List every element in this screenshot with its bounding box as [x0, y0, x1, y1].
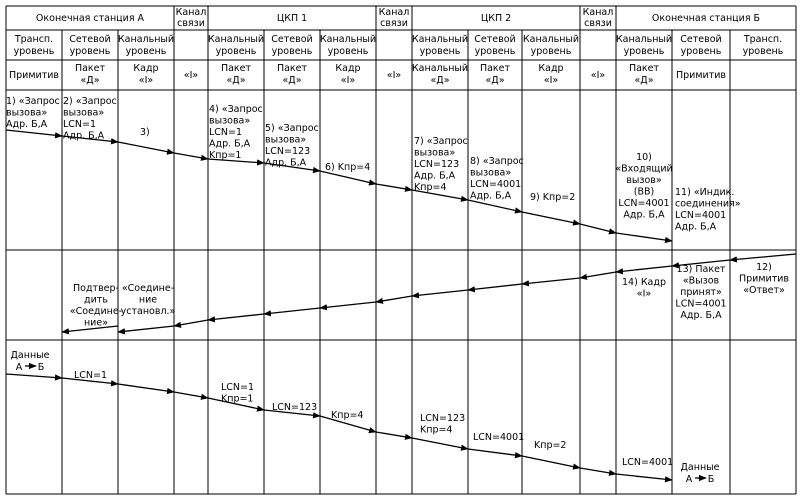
group-header-link2-line: связи [380, 18, 408, 29]
setup-label-line: Адр. Б,А [675, 221, 717, 233]
setup-label-line: Адр. Б,А [623, 209, 665, 221]
accept-label-line: Примитив [739, 273, 789, 285]
data-arrow [412, 438, 468, 449]
accept-label-line: принят» [680, 287, 722, 298]
data-label [331, 410, 363, 421]
level-header-line: Канальный [615, 34, 673, 45]
setup-label-line: LCN=123 [265, 146, 311, 157]
group-header-ckp1: ЦКП 1 [276, 13, 308, 24]
unit-header-line: «I» [590, 70, 606, 81]
setup-label-line: LCN=4001 [675, 210, 727, 221]
unit-header [591, 70, 606, 81]
unit-header [538, 63, 563, 86]
data-label-line: Данные [680, 462, 720, 473]
setup-label [615, 152, 672, 221]
unit-header-line: Канальный [411, 63, 469, 74]
setup-label-line: Адр. Б,А [470, 190, 512, 202]
unit-header-line: «Д» [226, 75, 246, 86]
setup-label-line: 2) «Запрос [63, 96, 117, 107]
setup-label-line: LCN=1 [209, 127, 243, 138]
setup-arrow [376, 184, 412, 190]
setup-arrow [468, 200, 522, 212]
group-header-link3-line: связи [584, 18, 612, 29]
level-header [743, 34, 784, 57]
setup-label-line: вызов» [626, 175, 662, 186]
data-label-line: Kпр=1 [221, 393, 254, 405]
accept-label [121, 283, 176, 317]
data-arrow [616, 474, 672, 480]
accept-label-line: установл.» [120, 306, 176, 317]
data-arrow [118, 384, 174, 392]
accept-arrow [522, 278, 580, 284]
data-label-line: Kпр=4 [420, 424, 453, 436]
setup-label-line: 6) Kпр=4 [325, 162, 371, 173]
accept-label-line: «I» [636, 288, 652, 300]
setup-label [63, 96, 117, 142]
level-header-line: уровень [530, 46, 572, 57]
group-header-station_b: Оконечная станция Б [651, 13, 761, 24]
setup-label-line: Адр. Б,А [265, 157, 307, 169]
unit-header-line: «I» [183, 70, 199, 81]
unit-header-line: Кадр [335, 63, 361, 74]
setup-label-line: 9) Kпр=2 [530, 192, 576, 203]
setup-label [209, 104, 263, 161]
unit-header-line: Пакет [74, 63, 106, 74]
unit-header-line: «Д» [634, 75, 654, 86]
setup-label-line: Адр. Б,А [414, 170, 456, 182]
data-label-line: Б [37, 362, 45, 373]
data-label [622, 457, 673, 468]
data-arrow [376, 432, 412, 438]
accept-label-line: LCN=4001 [675, 298, 727, 310]
level-header-line: Канальный [117, 34, 175, 45]
setup-label [530, 192, 575, 203]
level-header [474, 34, 515, 57]
data-label [473, 432, 524, 443]
accept-arrow [264, 308, 320, 314]
accept-label-line: 13) Пакет [676, 264, 726, 275]
group-header-station_a: Оконечная станция А [35, 13, 145, 24]
level-header-line: Сетевой [271, 34, 313, 45]
unit-header-line: Кадр [538, 63, 564, 74]
accept-label-line: Подтвер- [73, 283, 119, 294]
level-header-line: уровень [271, 46, 313, 57]
accept-arrow [412, 290, 468, 296]
setup-label-line: 10) [636, 152, 652, 163]
group-header-link3 [583, 7, 614, 29]
unit-header [387, 70, 402, 81]
data-label-line: LCN=123 [272, 402, 318, 413]
accept-arrow [468, 284, 522, 290]
setup-label-line: LCN=4001 [470, 179, 522, 190]
setup-label-line: LCN=1 [63, 119, 97, 130]
accept-label [739, 262, 789, 296]
accept-arrow [580, 272, 616, 278]
unit-header-line: «Д» [485, 75, 505, 86]
unit-header-line: «I» [543, 75, 559, 86]
setup-label-line: LCN=4001 [618, 198, 670, 209]
data-label-line: LCN=4001 [473, 432, 525, 443]
level-header [320, 34, 376, 57]
group-header-ckp2: ЦКП 2 [480, 13, 512, 24]
setup-label [414, 136, 468, 193]
unit-header-line: Пакет [220, 63, 252, 74]
unit-header [184, 70, 199, 81]
unit-header-line: «Д» [430, 75, 450, 86]
setup-label-line: вызова» [414, 147, 456, 159]
level-header [208, 34, 264, 57]
setup-arrow [616, 233, 672, 241]
unit-header [75, 63, 106, 86]
setup-label [6, 96, 60, 130]
level-header [523, 34, 579, 57]
setup-label [140, 127, 150, 138]
level-header-line: уровень [215, 46, 257, 57]
data-label-line: Kпр=4 [331, 410, 364, 421]
unit-header-line: Примитив [676, 70, 726, 81]
data-label-line: Kпр=2 [534, 440, 567, 451]
level-header [616, 34, 672, 57]
level-header-line: Канальный [207, 34, 265, 45]
setup-label [325, 162, 370, 173]
unit-header-line: «I» [340, 75, 356, 86]
data-label-line: Б [707, 474, 715, 485]
level-header-line: Сетевой [680, 34, 722, 45]
accept-label-line: ние [138, 294, 158, 306]
accept-label-line: «Соедине- [121, 283, 175, 294]
group-header-link1-line: связи [177, 18, 205, 29]
accept-arrow [320, 302, 376, 308]
setup-label-line: 8) «Запрос [470, 156, 524, 167]
accept-arrow [208, 314, 264, 320]
accept-label [70, 283, 122, 329]
setup-label-line: 7) «Запрос [414, 136, 468, 147]
setup-arrow [6, 130, 62, 136]
unit-header [676, 70, 726, 81]
setup-label-line: 3) [140, 127, 150, 138]
setup-arrow [522, 212, 580, 224]
setup-label-line: Адр. Б,А [63, 130, 105, 142]
data-label-line: А [685, 474, 693, 485]
unit-header-line: «I» [138, 75, 154, 86]
level-header [69, 34, 110, 57]
group-header-link2 [379, 7, 410, 29]
setup-label-line: Адр. Б,А [209, 138, 251, 150]
level-header [271, 34, 312, 57]
setup-label-line: «Входящий [615, 163, 673, 175]
level-header-line: уровень [69, 46, 111, 57]
data-arrow [580, 468, 616, 474]
group-header-link1 [176, 7, 207, 29]
unit-header [335, 63, 360, 86]
data-arrow [174, 392, 208, 398]
data-label [221, 382, 254, 405]
setup-label-line: вызова» [470, 167, 512, 179]
accept-label-line: «Вызов [682, 275, 720, 287]
level-header-line: уровень [419, 46, 461, 57]
data-label [534, 440, 566, 451]
data-label-line: А [15, 362, 23, 373]
setup-arrow [118, 142, 174, 153]
accept-arrow [376, 296, 412, 302]
level-header-line: уровень [125, 46, 167, 57]
level-header-line: Канальный [522, 34, 580, 45]
setup-arrow [174, 153, 208, 159]
setup-label-line: 11) «Индик. [675, 187, 735, 198]
unit-header [9, 70, 59, 81]
accept-arrow [174, 320, 208, 326]
setup-label-line: Адр. Б,А [6, 119, 48, 130]
unit-header-line: Пакет [479, 63, 511, 74]
group-header-link2-line: Канал [378, 7, 410, 18]
accept-label-line: дить [84, 294, 108, 306]
level-header [680, 34, 721, 57]
level-header-line: Сетевой [474, 34, 516, 45]
accept-arrow [616, 266, 672, 272]
setup-label-line: вызова» [265, 134, 307, 146]
level-header-line: Трансп. [743, 34, 783, 45]
accept-label-line: «Ответ» [743, 285, 785, 296]
data-label-line: LCN=1 [74, 370, 108, 381]
setup-label-line: вызова» [63, 107, 105, 119]
level-header-line: Канальный [319, 34, 377, 45]
setup-label-line: вызова» [6, 107, 48, 119]
level-header-line: Канальный [411, 34, 469, 45]
setup-label-line: Kпр=1 [209, 150, 242, 161]
unit-header [133, 63, 158, 86]
setup-label-line: LCN=123 [414, 159, 460, 170]
unit-header [221, 63, 252, 86]
unit-header-line: Пакет [276, 63, 308, 74]
setup-label [470, 156, 524, 202]
setup-label [675, 187, 741, 233]
level-header-line: Трансп. [14, 34, 54, 45]
unit-header-line: Примитив [9, 70, 59, 81]
level-header-line: уровень [13, 46, 55, 57]
table-headers [9, 7, 784, 86]
unit-header [277, 63, 308, 86]
accept-label-line: Адр. Б,А [680, 310, 722, 321]
group-header-link3-line: Канал [582, 7, 614, 18]
level-header-line: уровень [742, 46, 784, 57]
setup-label [265, 123, 319, 169]
accept-arrow [118, 326, 174, 332]
data-label [680, 462, 719, 485]
unit-header-line: Кадр [133, 63, 159, 74]
level-header-line: уровень [474, 46, 516, 57]
data-arrow [6, 374, 62, 378]
data-label [272, 402, 317, 413]
setup-label-line: 5) «Запрос [265, 123, 319, 134]
data-label-line: Данные [10, 350, 50, 361]
data-arrow [522, 456, 580, 468]
setup-label-line: вызова» [209, 115, 251, 127]
data-label-line: LCN=1 [221, 382, 255, 393]
setup-arrow [580, 224, 616, 233]
unit-header-line: «Д» [80, 75, 100, 86]
accept-label-line: 14) Кадр [622, 277, 666, 288]
accept-label-line: «Соедине- [69, 306, 123, 317]
setup-label-line: (ВВ) [633, 186, 655, 198]
group-header-link1-line: Канал [175, 7, 207, 18]
level-header-line: уровень [623, 46, 665, 57]
unit-header-line: «Д» [282, 75, 302, 86]
data-label-line: LCN=4001 [622, 457, 674, 468]
data-arrow [468, 449, 522, 456]
data-label [420, 413, 465, 436]
setup-label-line: 1) «Запрос [6, 96, 60, 107]
unit-header [480, 63, 511, 86]
setup-label-line: Kпр=4 [414, 182, 447, 193]
accept-label [622, 277, 666, 300]
accept-label-line: ние» [83, 317, 109, 329]
level-header-line: уровень [327, 46, 369, 57]
data-label [74, 370, 107, 381]
setup-label-line: 4) «Запрос [209, 104, 263, 115]
setup-label-line: соединения» [675, 198, 741, 210]
level-header-line: Сетевой [69, 34, 111, 45]
data-label [10, 350, 49, 373]
accept-arrow [730, 254, 796, 260]
accept-label [675, 264, 726, 321]
level-header [118, 34, 174, 57]
level-header-line: уровень [680, 46, 722, 57]
unit-header [629, 63, 660, 86]
unit-header [412, 63, 468, 86]
accept-label-line: 12) [756, 262, 772, 273]
unit-header-line: «I» [386, 70, 402, 81]
data-label-line: LCN=123 [420, 413, 466, 424]
unit-header-line: Пакет [628, 63, 660, 74]
level-header [14, 34, 55, 57]
level-header [412, 34, 468, 57]
